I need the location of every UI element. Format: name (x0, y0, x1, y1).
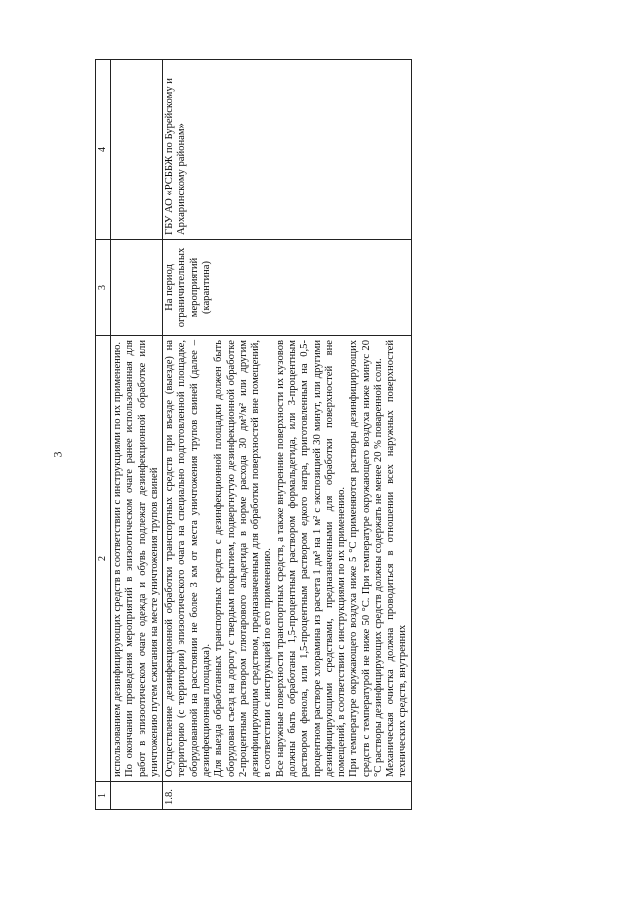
table-header-row (96, 60, 111, 810)
paragraph: По окончании проведения мероприятий в эпизоотическом очаге ранее использованная для работ в эпизоотическом очаге одежда и обувь подлежат дезинфекционной обработке или уничтожению путем сжигания на месте уничтожения трупов свиней (124, 340, 160, 777)
cell-measure-continued (111, 336, 163, 782)
cell-measure (163, 336, 412, 782)
cell-period: На период ограничительных мероприятий (карантина) (163, 240, 412, 336)
header-col-4: 4 (96, 60, 111, 240)
header-col-2: 2 (96, 336, 111, 782)
table-row-1-8 (163, 60, 412, 810)
paragraph: Осуществление дезинфекционной обработки транспортных средств при въезде (выезде) на территорию (с территории) эпизоотического очага на специально подготовленной площадке, оборудованной на расстоянии не более 3 км от места уничтожения трупов свиней (далее – дезинфекционная площадка). (164, 340, 212, 777)
cell-responsible: ГБУ АО «РСББЖ по Бурейскому и Архаринскому районам» (163, 60, 412, 240)
header-col-1: 1 (96, 782, 111, 810)
paragraph: При температуре окружающего воздуха ниже 5 °С применяются растворы дезинфицирующих средств с температурой не ниже 50 °С. При температуре окружающего воздуха ниже минус 20 °С растворы дезинфицирующих средств должны содержать не менее 20 % поваренной соли. (348, 340, 384, 777)
header-col-3: 3 (96, 240, 111, 336)
cell-number-empty (111, 782, 163, 810)
paragraph: использованием дезинфицирующих средств в соответствии с инструкциями по их применению. (112, 341, 123, 777)
paragraph: Все наружные поверхности транспортных средств, а также внутренние поверхности их кузовов должны быть обработаны 1,5-процентным раствором формальдегида, или 3-процентным раствором фенола, или 1,5-процентным раствором едкого натра, приготовленным на 0,5-процентном растворе хлорамина из расчета 1 дм³ на 1 м² с экспозицией 30 минут, или другими дезинфицирующими средствами, предназначенными для обработки поверхностей вне помещений, в соответствии с инструкциями по их применению. (274, 340, 348, 777)
page-number: 3 (50, 451, 65, 458)
paragraph: Для выезда обработанных транспортных средств с дезинфекционной площадки должен быть оборудован съезд на дорогу с твердым покрытием, подвергнутую дезинфекционной обработке 2-процентным раствором глютарового альдегида в норме расхода 30 дм³/м² или другим дезинфицирующим средством, предназначенным для обработки поверхностей вне помещений, в соответствии с инструкцией по его применению. (213, 340, 274, 777)
rotated-table-wrapper (95, 60, 615, 810)
cell-period-empty (111, 240, 163, 336)
cell-responsible-empty (111, 60, 163, 240)
cell-row-number: 1.8. (163, 782, 412, 810)
measures-table (95, 59, 412, 810)
table-row-continued (111, 60, 163, 810)
paragraph: Механическая очистка должна проводиться в отношении всех наружных поверхностей технических средств, внутренних (385, 340, 409, 777)
